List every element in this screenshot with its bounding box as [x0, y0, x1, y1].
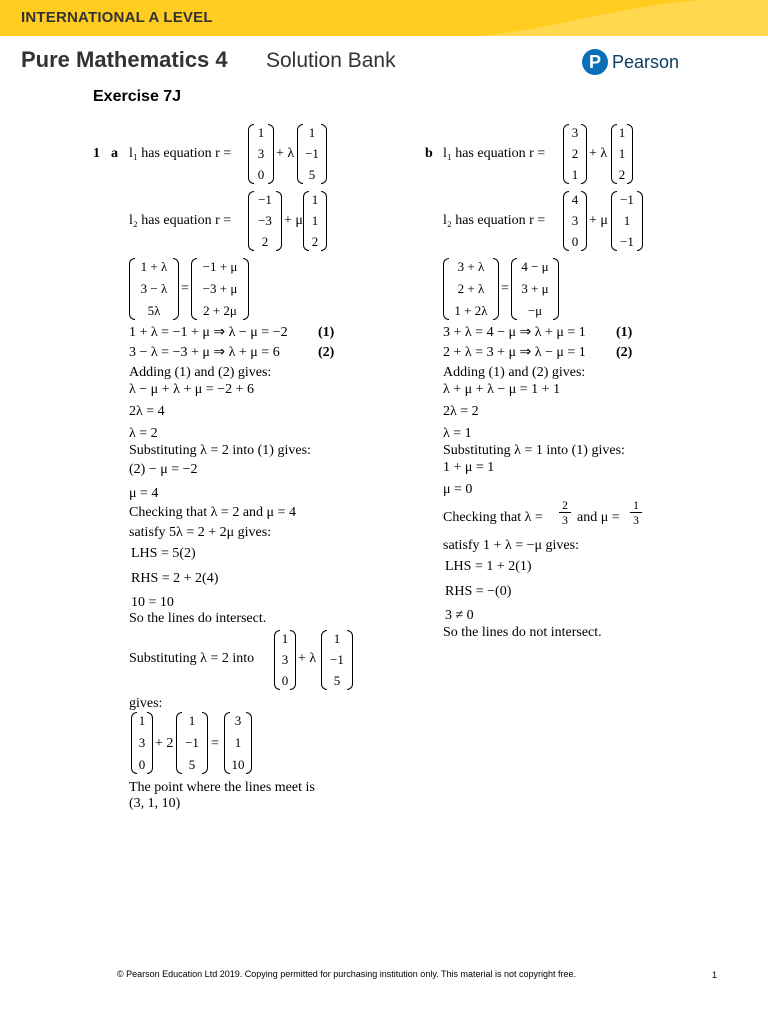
question-number: 1 [93, 146, 100, 161]
vector-entry: 1 [311, 213, 319, 228]
fraction-denominator: 3 [562, 513, 568, 527]
a-equation-1-tag: (1) [318, 325, 335, 340]
vector-entry: 5 [308, 167, 316, 182]
vector-entry: 3 − λ [140, 281, 168, 296]
vector-entry: −1 + μ [202, 259, 238, 274]
vector-entry: 3 [138, 735, 146, 750]
b-equate-left-vector [443, 258, 499, 320]
vector-entry: 0 [138, 757, 146, 772]
vector-entry: −1 [620, 192, 634, 207]
pearson-wordmark: Pearson [612, 51, 680, 72]
vector-entry: 3 [571, 213, 579, 228]
vector-entry: 5λ [147, 303, 161, 318]
a-final-equals: = [211, 736, 219, 751]
vector-entry: 2 [261, 234, 269, 249]
a-line2-label: l₂ has equation r = [129, 213, 232, 228]
a-check-text: Checking that λ = 2 and μ = 4 [129, 505, 296, 520]
vector-entry: 1 [188, 713, 196, 728]
b-fraction-lambda [559, 498, 571, 527]
b-lhs: LHS = 1 + 2(1) [445, 559, 532, 574]
a-substitute-into-text: Substituting λ = 2 into [129, 651, 255, 666]
b-l1-direction-vector [611, 124, 633, 184]
banner-title: INTERNATIONAL A LEVEL [21, 9, 213, 26]
vector-entry: 1 [571, 167, 579, 182]
vector-entry: 5 [188, 757, 196, 772]
b-line2-label: l₂ has equation r = [443, 213, 546, 228]
solution-bank-label: Solution Bank [266, 49, 396, 72]
b-mu-value: μ = 0 [443, 482, 473, 497]
exercise-heading: Exercise 7J [93, 88, 182, 105]
vector-entry: 0 [257, 167, 265, 182]
a-intersection-point: (3, 1, 10) [129, 796, 181, 811]
b-satisfy-text: satisfy 1 + λ = −μ gives: [443, 538, 579, 553]
subject-title: Pure Mathematics 4 [21, 47, 228, 72]
a-final-result-vector [224, 712, 252, 774]
a-l2-operator: + μ [284, 213, 303, 228]
a-l2-position-vector [248, 191, 282, 251]
vector-entry: 3 + μ [521, 281, 549, 296]
vector-entry: −3 [258, 213, 272, 228]
vector-entry: 1 [333, 631, 341, 646]
vector-entry: 2 + λ [457, 281, 485, 296]
a-equate-left-vector [129, 258, 179, 320]
vector-entry: 2 + 2μ [203, 303, 237, 318]
vector-entry: −1 [330, 652, 344, 667]
b-substitute-text: Substituting λ = 1 into (1) gives: [443, 443, 625, 458]
a-equation-2: 3 − λ = −3 + μ ⇒ λ + μ = 6 [129, 345, 280, 360]
vector-entry: 1 + 2λ [454, 303, 488, 318]
a-l1-direction-vector [297, 124, 327, 184]
b-equate-right-vector [511, 258, 559, 320]
b-rhs: RHS = −(0) [445, 584, 512, 599]
vector-entry: 3 [281, 652, 289, 667]
fraction-numerator: 2 [559, 498, 571, 513]
b-fraction-mu [630, 498, 642, 527]
vector-entry: 1 [281, 631, 289, 646]
a-final-direction-vector [176, 712, 208, 774]
a-two-lambda: 2λ = 4 [129, 404, 165, 419]
a-rhs: RHS = 2 + 2(4) [131, 571, 219, 586]
fraction-numerator: 1 [630, 498, 642, 513]
a-substitute-equation: (2) − μ = −2 [129, 462, 198, 477]
b-equation-2-tag: (2) [616, 345, 633, 360]
vector-entry: 5 [333, 673, 341, 688]
a-line1-label: l₁ has equation r = [129, 146, 232, 161]
vector-entry: −1 [185, 735, 199, 750]
a-equality: 10 = 10 [131, 595, 174, 610]
vector-entry: 3 [234, 713, 242, 728]
vector-entry: 1 [618, 125, 626, 140]
vector-entry: 1 [623, 213, 631, 228]
b-equation-1-tag: (1) [616, 325, 633, 340]
part-b-label: b [425, 146, 433, 161]
vector-entry: −1 [258, 192, 272, 207]
vector-entry: −μ [527, 303, 543, 318]
vector-entry: 10 [231, 757, 245, 772]
b-check-mid: and μ = [577, 510, 620, 525]
vector-entry: 2 [311, 234, 319, 249]
a-l2-direction-vector [303, 191, 327, 251]
b-adding-text: Adding (1) and (2) gives: [443, 365, 586, 380]
a-equate-sign: = [181, 281, 189, 296]
vector-entry: 1 [257, 125, 265, 140]
b-line1-label: l₁ has equation r = [443, 146, 546, 161]
a-meet-text: The point where the lines meet is [129, 780, 315, 795]
pearson-logo [582, 49, 679, 75]
b-equate-sign: = [501, 281, 509, 296]
vector-entry: 1 [234, 735, 242, 750]
a-conclusion: So the lines do intersect. [129, 611, 267, 626]
b-check-text: Checking that λ = [443, 510, 543, 525]
vector-entry: −1 [620, 234, 634, 249]
b-substitute-equation: 1 + μ = 1 [443, 460, 495, 475]
fraction-denominator: 3 [633, 513, 639, 527]
a-final-operator: + 2 [155, 736, 174, 751]
a-final-position-vector [131, 712, 153, 774]
a-lambda-value: λ = 2 [129, 426, 158, 441]
a-satisfy-text: satisfy 5λ = 2 + 2μ gives: [129, 525, 272, 540]
copyright-footer: © Pearson Education Ltd 2019. Copying permitted for purchasing institution only. This material is not copyright free. [117, 969, 577, 979]
b-equation-2: 2 + λ = 3 + μ ⇒ λ − μ = 1 [443, 345, 586, 360]
b-inequality: 3 ≠ 0 [445, 608, 474, 623]
vector-entry: 0 [571, 234, 579, 249]
b-l1-position-vector [563, 124, 587, 184]
a-mu-value: μ = 4 [129, 486, 159, 501]
vector-entry: 1 [311, 192, 319, 207]
a-adding-text: Adding (1) and (2) gives: [129, 365, 272, 380]
b-l2-direction-vector [611, 191, 643, 251]
page-number: 1 [712, 970, 718, 980]
header-banner [0, 0, 768, 36]
vector-entry: 0 [281, 673, 289, 688]
vector-entry: 1 [618, 146, 626, 161]
pearson-p-icon: P [582, 49, 608, 75]
b-two-lambda: 2λ = 2 [443, 404, 479, 419]
b-l2-operator: + μ [589, 213, 608, 228]
b-equation-1: 3 + λ = 4 − μ ⇒ λ + μ = 1 [443, 325, 586, 340]
b-sum-line: λ + μ + λ − μ = 1 + 1 [443, 382, 561, 397]
a-sum-line: λ − μ + λ + μ = −2 + 6 [129, 382, 254, 397]
a-lhs: LHS = 5(2) [131, 546, 196, 561]
vector-entry: 3 [571, 125, 579, 140]
a-gives-text: gives: [129, 696, 163, 711]
b-conclusion: So the lines do not intersect. [443, 625, 602, 640]
vector-entry: 1 + λ [140, 259, 168, 274]
part-a-label: a [111, 146, 118, 161]
vector-entry: 3 [257, 146, 265, 161]
b-l2-position-vector [563, 191, 587, 251]
vector-entry: −3 + μ [202, 281, 238, 296]
b-lambda-value: λ = 1 [443, 426, 472, 441]
a-l1-position-vector [248, 124, 274, 184]
vector-entry: 2 [571, 146, 579, 161]
b-l1-operator: + λ [589, 146, 608, 161]
vector-entry: 4 [571, 192, 579, 207]
a-subst-direction-vector [321, 630, 353, 690]
vector-entry: −1 [305, 146, 319, 161]
a-subst-position-vector [274, 630, 296, 690]
a-equate-right-vector [191, 258, 249, 320]
vector-entry: 3 + λ [457, 259, 485, 274]
a-substitute-text: Substituting λ = 2 into (1) gives: [129, 443, 311, 458]
a-equation-1: 1 + λ = −1 + μ ⇒ λ − μ = −2 [129, 325, 288, 340]
vector-entry: 1 [138, 713, 146, 728]
a-subst-operator: + λ [298, 651, 317, 666]
vector-entry: 4 − μ [521, 259, 549, 274]
vector-entry: 1 [308, 125, 316, 140]
a-equation-2-tag: (2) [318, 345, 335, 360]
vector-entry: 2 [618, 167, 626, 182]
a-l1-operator: + λ [276, 146, 295, 161]
